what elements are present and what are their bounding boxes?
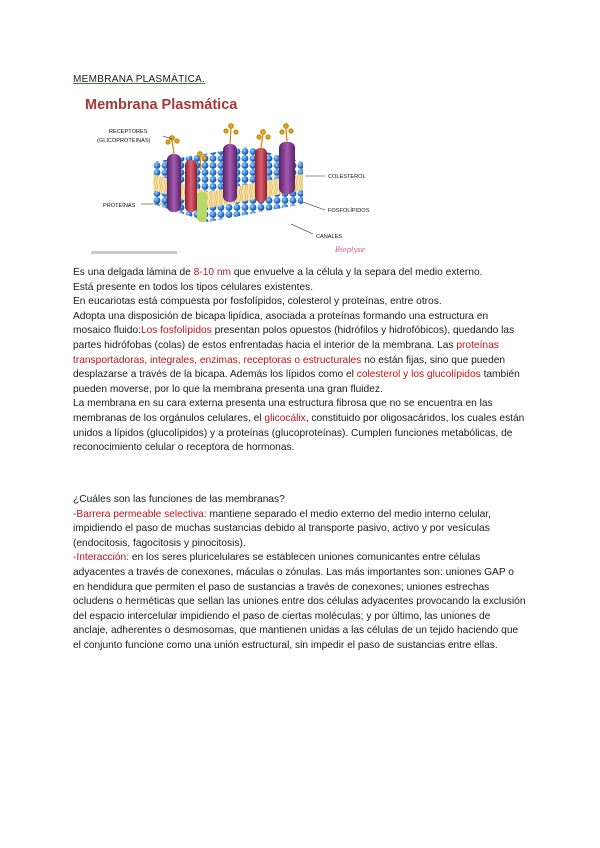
membrane-diagram	[73, 92, 373, 258]
functions-section	[73, 493, 528, 654]
highlight-fosfolipidos: Los fosfolípidos	[140, 325, 212, 337]
function-barrier: -Barrera permeable selectiva: mantiene separado el medio externo del medio interno celular, impidiendo el paso de muchas sustancias debido al transporte pasivo, activo y por vesículas (endocitosis, fagocitosis y pinocitosis).	[73, 508, 491, 549]
figure-heading: Membrana Plasmática	[85, 97, 238, 113]
membrane-figure	[73, 92, 373, 258]
protein-red-mid	[255, 148, 267, 202]
label-glicoproteinas: (GLICOPROTEINAS)	[97, 138, 151, 144]
page-title: MEMBRANA PLASMÁTICA.	[73, 74, 206, 85]
intro-paragraph-5: La membrana en su cara externa presenta una estructura fibrosa que no se encuentra en las membranas de los orgánulos celulares, el glicocálix, constituido por oligosacáridos, los cuales están unidos a lípidos (glucolípidos) y a proteínas (glucoproteínas). Cumplen funciones metabólicas, de reconocimiento celular o receptora de hormonas.	[73, 398, 525, 454]
protein-purple-right	[279, 142, 295, 194]
functions-question: ¿Cuáles son las funciones de las membranas?	[73, 494, 285, 505]
function-interaction: -Interacción: en los seres pluricelulares se establecen uniones comunicantes entre células adyacentes a través de conexones, máculas o zónulas. Las más importantes son: uniones GAP o en hendidura que permiten el paso de sustancias a través de conexones; uniones estrechas ocludens o herméticas que sellan las uniones entre dos células adyacentes provocando la exclusión del espacio intercelular impidiendo el paso de ciertas moléculas; y por último, las uniones de anclaje, adherentes o desmosomas, que mantienen unidas a las células de un tejido haciendo que el conjunto funcione como una unión estructural, sin impedir el paso de sustancias entre ellas.	[73, 552, 526, 651]
highlight-glicocalix: glicocálix	[264, 412, 306, 424]
intro-paragraph-3: En eucariotas está compuesta por fosfolípidos, colesterol y proteínas, entre otros.	[73, 296, 442, 308]
label-colesterol: COLESTEROL	[328, 174, 366, 180]
highlight-thickness: 8-10 nm	[193, 267, 232, 278]
protein-purple-left	[167, 154, 181, 212]
highlight-colesterol: colesterol y los glucolípidos	[356, 369, 481, 381]
highlight-interaccion: -Interacción:	[73, 552, 130, 564]
credit-bar	[91, 251, 177, 254]
label-proteinas: PROTEÍNAS	[103, 203, 136, 209]
intro-section	[73, 266, 528, 456]
intro-paragraph-4: Adopta una disposición de bicapa lipídica, asociada a proteínas formando una estructura en mosaico fluido:Los fosfolípidos presentan polos opuestos (hidrófilos y hidrofóbicos), quedando las partes hidrófobas (colas) de estos enfrentadas hacia el interior de la membrana. Las proteínas transportadoras, integrales, enzimas, receptoras o estructurales no están fijas, sino que pueden desplazarse a través de la bicapa. Además los lípidos como el colesterol y los glucolípidos también pueden moverse, por lo que la membrana presenta una gran fluidez.	[73, 310, 520, 395]
intro-paragraph-1: Es una delgada lámina de 8-10 nm que envuelve a la célula y la separa del medio externo.	[73, 267, 483, 278]
label-receptores: RECEPTORES	[109, 129, 148, 135]
label-canales: CANALES	[316, 234, 343, 240]
protein-purple-mid	[223, 144, 237, 202]
highlight-proteinas: proteínas transportadoras, integrales, enzimas, receptoras o estructurales	[73, 339, 499, 366]
intro-paragraph-2: Está presente en todos los tipos celulares existentes.	[73, 281, 314, 293]
highlight-barrera: -Barrera permeable selectiva:	[73, 508, 207, 520]
channel-protein	[197, 192, 207, 222]
watermark: Bioplyse	[335, 246, 366, 254]
label-fosfolipidos: FOSFOLÍPIDOS	[328, 208, 370, 214]
protein-red-left	[185, 160, 197, 212]
